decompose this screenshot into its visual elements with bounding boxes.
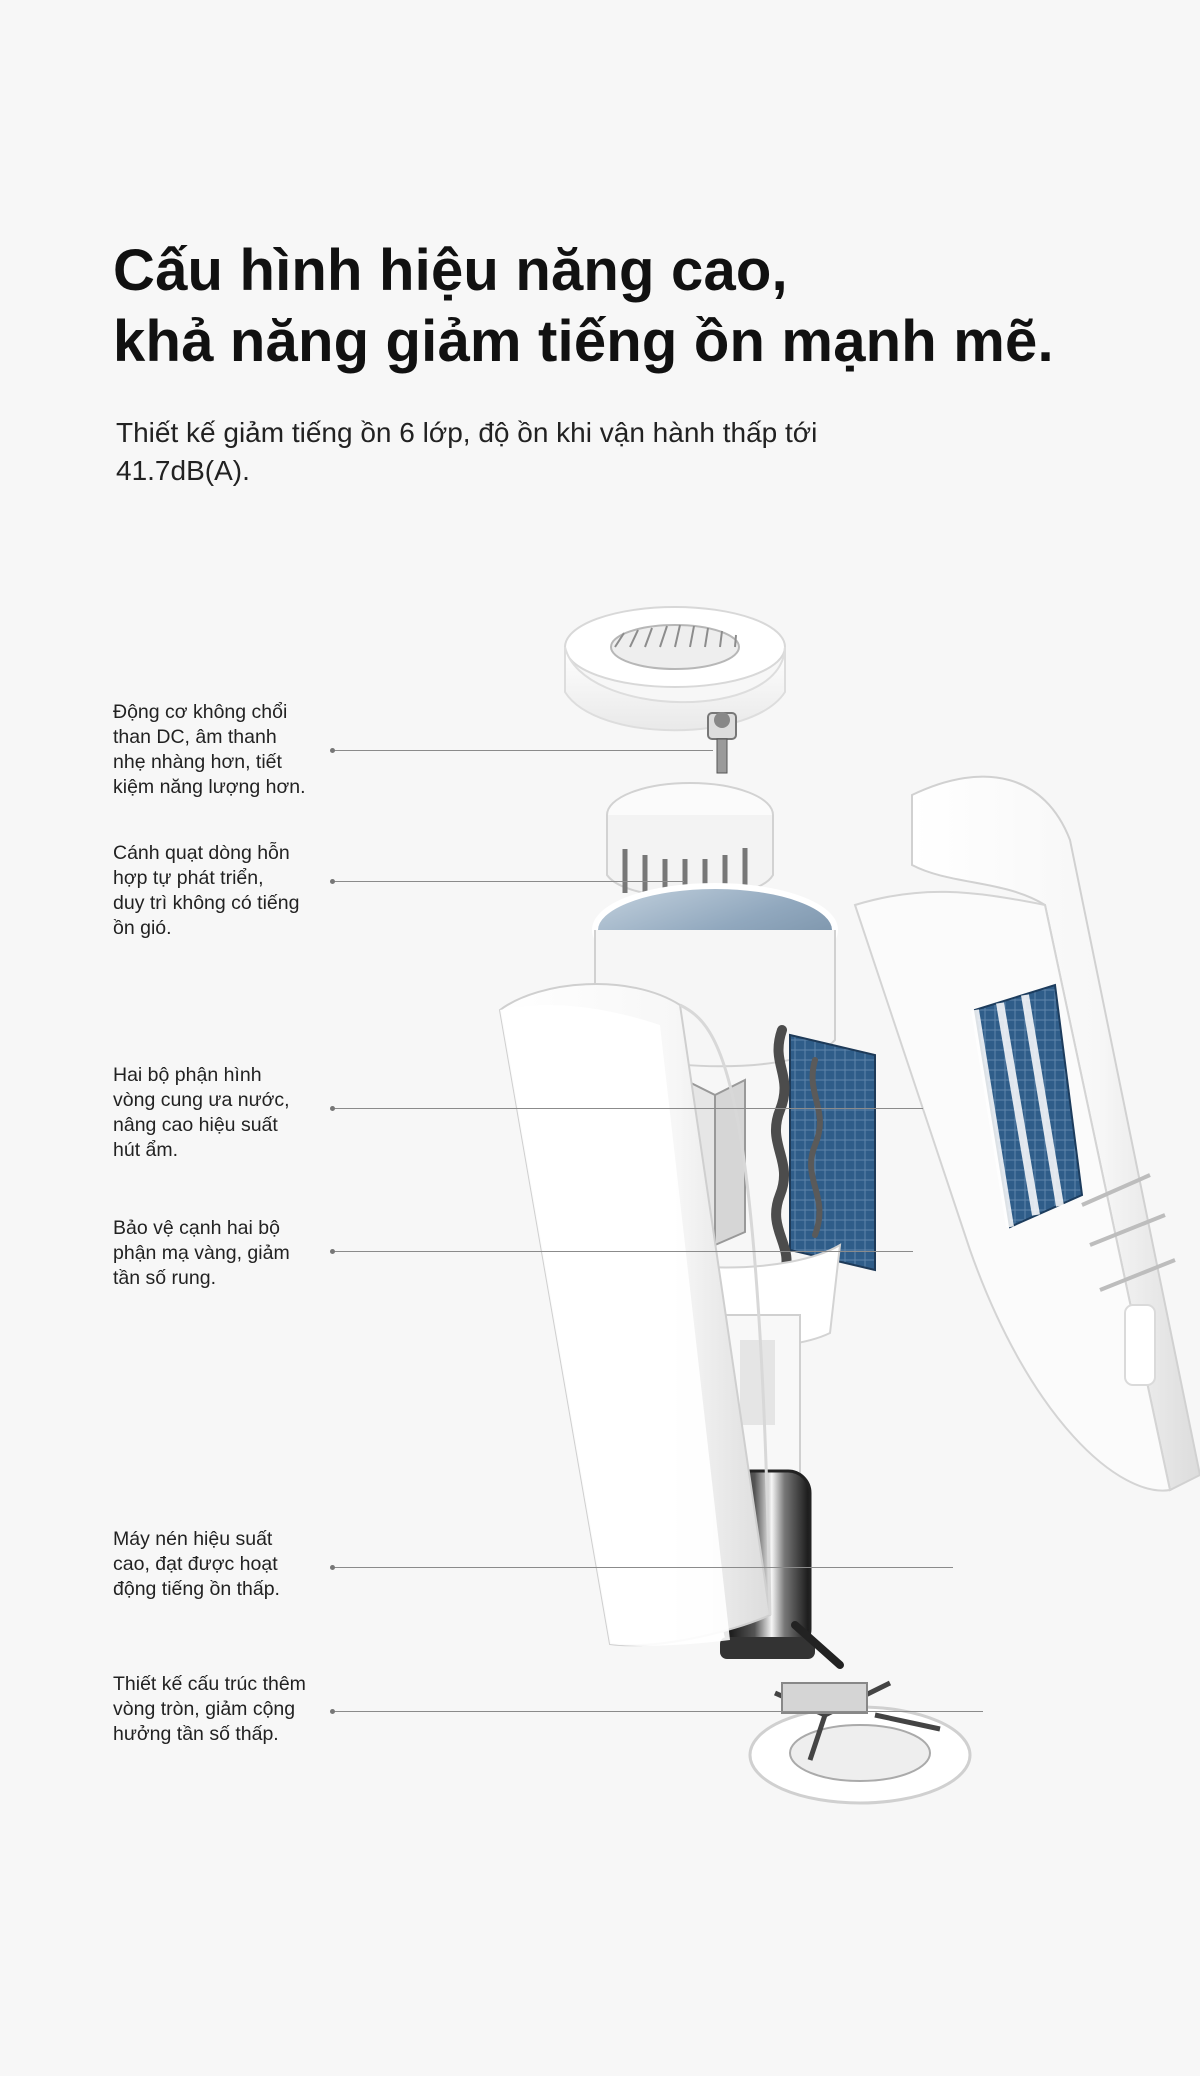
annotation-compressor [113, 1527, 333, 1602]
leader-dot [330, 879, 335, 884]
leader-line-hydrophilic [333, 1108, 923, 1109]
annotation-gold-plated-edge [113, 1216, 333, 1291]
leader-line-motor [333, 750, 713, 751]
page-title [113, 235, 1113, 377]
annotation-line: nhẹ nhàng hơn, tiết [113, 751, 282, 773]
annotation-brushless-motor [113, 700, 333, 800]
leader-line-ring [333, 1711, 983, 1712]
summary-line-1: Thiết kế giảm tiếng ồn 6 lớp, độ ồn khi vận hành thấp tới [116, 417, 818, 448]
annotation-line: Bảo vệ cạnh hai bộ [113, 1217, 280, 1239]
annotation-fan [113, 841, 333, 941]
annotation-line: hợp tự phát triển, [113, 867, 264, 889]
page-title-line-2: khả năng giảm tiếng ồn mạnh mẽ. [113, 308, 1054, 374]
annotation-line: nâng cao hiệu suất [113, 1114, 278, 1136]
top-grille-cover [565, 607, 785, 730]
summary-line-2: 41.7dB(A). [116, 455, 250, 486]
dehumidifier-exploded-view [470, 555, 1200, 1835]
annotation-line: Hai bộ phận hình [113, 1064, 262, 1086]
leader-dot [330, 1249, 335, 1254]
annotation-line: Máy nén hiệu suất [113, 1528, 273, 1550]
circular-base-ring [750, 1683, 970, 1803]
annotation-line: vòng cung ưa nước, [113, 1089, 290, 1111]
leader-dot [330, 748, 335, 753]
annotation-line: tần số rung. [113, 1267, 216, 1289]
leader-dot [330, 1565, 335, 1570]
annotation-ring-structure [113, 1672, 333, 1747]
annotation-line: động tiếng ồn thấp. [113, 1578, 280, 1600]
brushless-motor [708, 712, 736, 773]
annotation-line: ồn gió. [113, 917, 172, 939]
right-outer-shell [855, 777, 1200, 1491]
leader-dot [330, 1709, 335, 1714]
annotation-line: kiệm năng lượng hơn. [113, 776, 306, 798]
leader-line-fan [333, 881, 684, 882]
annotation-line: Thiết kế cấu trúc thêm [113, 1673, 306, 1695]
annotation-line: than DC, âm thanh [113, 726, 277, 748]
noise-reduction-summary [116, 414, 916, 490]
leader-line-gold-plated [333, 1251, 913, 1252]
annotation-line: hưởng tần số thấp. [113, 1723, 279, 1745]
leader-dot [330, 1106, 335, 1111]
annotation-line: hút ẩm. [113, 1139, 179, 1161]
annotation-line: Cánh quạt dòng hỗn [113, 842, 290, 864]
annotation-line: Động cơ không chổi [113, 701, 288, 723]
annotation-line: duy trì không có tiếng [113, 892, 300, 914]
annotation-line: cao, đạt được hoạt [113, 1553, 278, 1575]
annotation-hydrophilic-parts [113, 1063, 333, 1163]
annotation-line: vòng tròn, giảm cộng [113, 1698, 296, 1720]
annotation-line: phận mạ vàng, giảm [113, 1242, 290, 1264]
page-title-line-1: Cấu hình hiệu năng cao, [113, 237, 788, 303]
leader-line-compressor [333, 1567, 953, 1568]
